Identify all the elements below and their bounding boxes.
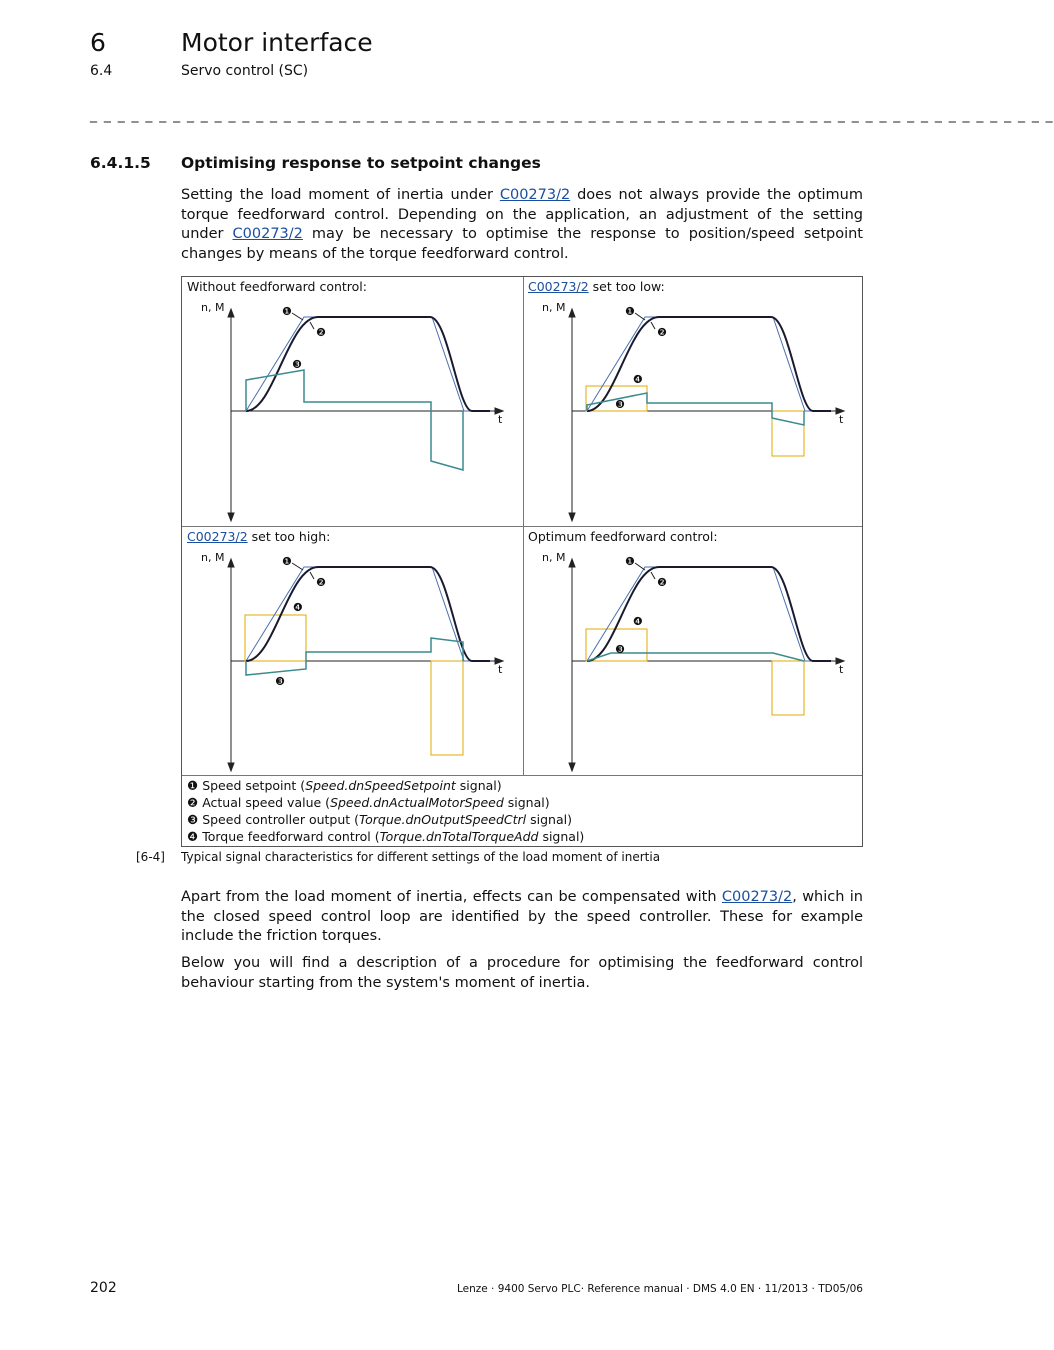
svg-text:❹: ❹ <box>633 373 643 386</box>
svg-text:n, M: n, M <box>542 551 566 564</box>
compensation-paragraph: Apart from the load moment of inertia, effects can be compensated with C00273/2, which in the closed speed control loop are identified by the speed controller. These for example include the friction torques. <box>181 889 863 944</box>
svg-text:❶: ❶ <box>625 305 635 318</box>
signal-plot <box>523 277 863 525</box>
chapter-title: Motor interface <box>181 28 373 57</box>
svg-text:n, M: n, M <box>201 551 225 564</box>
svg-text:❷: ❷ <box>316 326 326 339</box>
figure-caption: Typical signal characteristics for different settings of the load moment of inertia <box>181 850 661 864</box>
panel-title: Without feedforward control: <box>187 279 367 294</box>
section-title: Servo control (SC) <box>181 63 309 79</box>
svg-text:❶: ❶ <box>282 305 292 318</box>
subsection-title: Optimising response to setpoint changes <box>181 154 541 172</box>
panel-optimum-feedforward <box>523 527 863 775</box>
chapter-number: 6 <box>90 28 106 57</box>
legend-item: ❶ Speed setpoint (Speed.dnSpeedSetpoint signal) <box>187 778 502 793</box>
parameter-link[interactable]: C00273/2 <box>721 889 793 905</box>
footer-text: Lenze · 9400 Servo PLC· Reference manual · DMS 4.0 EN · 11/2013 · TD05/06 <box>456 1283 863 1295</box>
figure-legend <box>187 777 584 845</box>
svg-text:n, M: n, M <box>201 301 225 314</box>
parameter-link[interactable]: C00273/2 <box>232 226 303 242</box>
svg-text:❷: ❷ <box>316 576 326 589</box>
svg-text:n, M: n, M <box>542 301 566 314</box>
svg-text:❶: ❶ <box>282 555 292 568</box>
panel-set-too-low <box>523 277 863 525</box>
svg-text:❹: ❹ <box>633 615 643 628</box>
signal-plot <box>182 277 522 525</box>
signal-plot <box>182 527 522 775</box>
panel-set-too-high <box>182 527 522 775</box>
panel-title: C00273/2 set too high: <box>187 529 331 544</box>
panel-title: Optimum feedforward control: <box>528 529 718 544</box>
signal-figure <box>181 276 863 847</box>
svg-text:❹: ❹ <box>293 601 303 614</box>
parameter-link[interactable]: C00273/2 <box>528 279 589 294</box>
parameter-link[interactable]: C00273/2 <box>499 187 571 203</box>
page-number: 202 <box>90 1280 117 1296</box>
subsection-number: 6.4.1.5 <box>90 154 151 172</box>
svg-text:❸: ❸ <box>615 398 625 411</box>
svg-text:❶: ❶ <box>625 555 635 568</box>
svg-text:t: t <box>498 413 503 426</box>
signal-plot <box>523 527 863 775</box>
legend-item: ❹ Torque feedforward control (Torque.dnTotalTorqueAdd signal) <box>187 829 585 844</box>
figure-number: [6-4] <box>136 850 165 864</box>
svg-text:t: t <box>498 663 503 676</box>
svg-text:t: t <box>839 413 844 426</box>
svg-text:❸: ❸ <box>615 643 625 656</box>
svg-text:❸: ❸ <box>292 358 302 371</box>
procedure-paragraph: Below you will find a description of a procedure for optimising the feedforward control behaviour starting from the system's moment of inertia. <box>181 955 863 991</box>
svg-text:❷: ❷ <box>657 576 667 589</box>
intro-paragraph: Setting the load moment of inertia under C00273/2 does not always provide the optimum torque feedforward control. Depending on the application, an adjustment of the setting under C00273/2 may be necessary to optimise the response to position/speed setpoint changes by means of the torque feedforward control. <box>181 187 863 262</box>
header-divider: _ _ _ _ _ _ _ _ _ _ _ _ _ _ _ _ _ _ _ _ _ _ _ _ _ _ _ _ _ _ _ _ _ _ _ _ _ _ _ _ _ _ _ _ _ _ _ _ _ _ _ _ _ _ _ _ _ _ _ _ _ _ _ _ _ _ _ _ _ _ <box>90 107 1054 123</box>
panel-title: C00273/2 set too low: <box>528 279 665 294</box>
panel-without-feedforward <box>182 277 522 525</box>
legend-item: ❸ Speed controller output (Torque.dnOutputSpeedCtrl signal) <box>187 812 572 827</box>
svg-text:❸: ❸ <box>275 675 285 688</box>
svg-text:❷: ❷ <box>657 326 667 339</box>
legend-item: ❷ Actual speed value (Speed.dnActualMotorSpeed signal) <box>187 795 550 810</box>
parameter-link[interactable]: C00273/2 <box>187 529 248 544</box>
section-number: 6.4 <box>90 63 113 79</box>
svg-text:t: t <box>839 663 844 676</box>
